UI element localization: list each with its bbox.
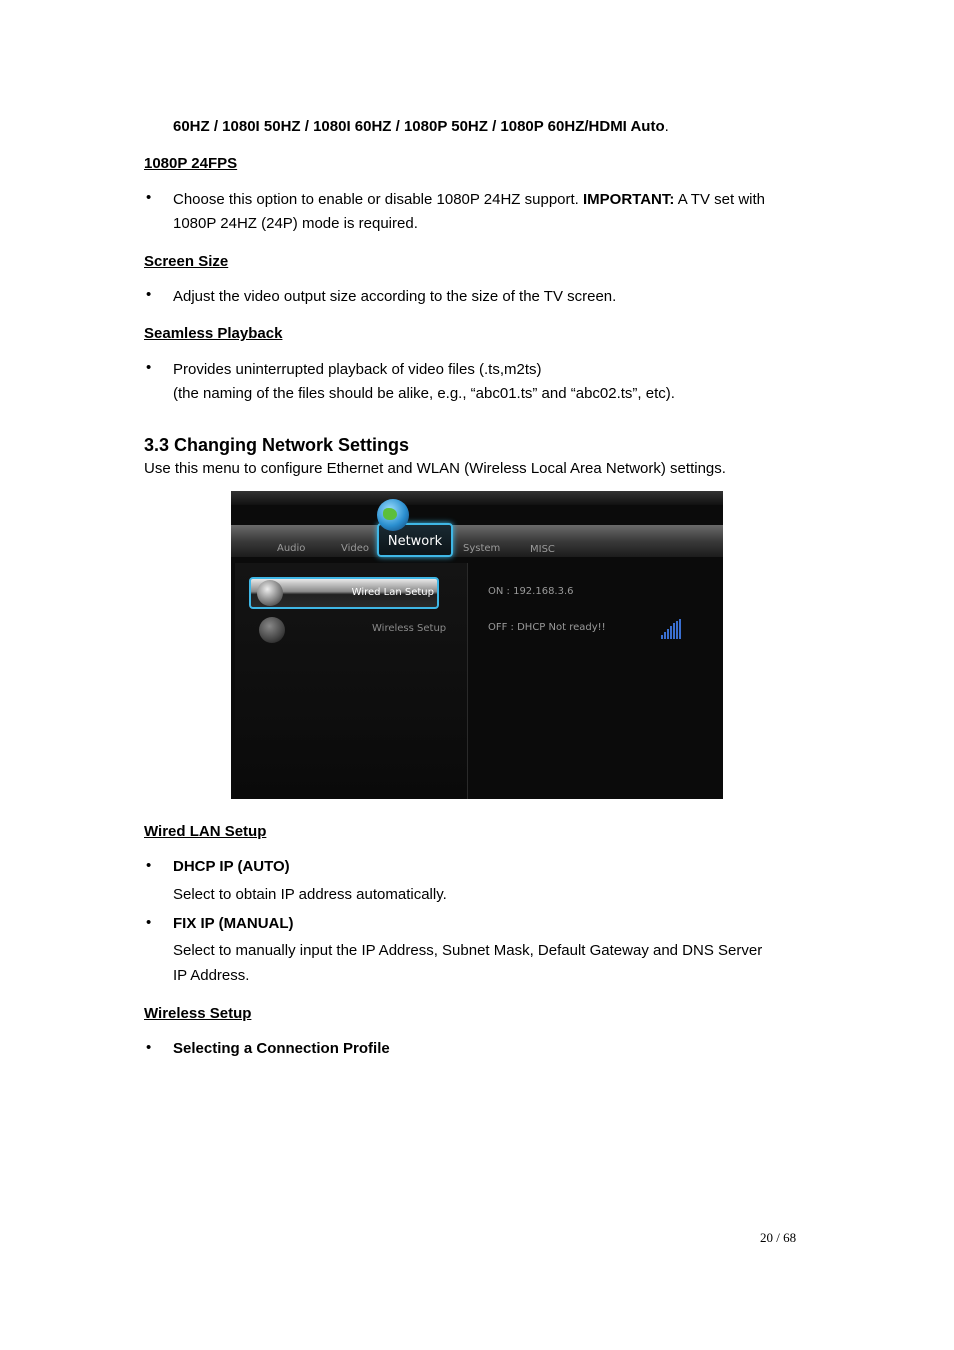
heading-seamless-playback: Seamless Playback <box>144 325 283 342</box>
fps-bullet-line2: 1080P 24HZ (24P) mode is required. <box>173 215 418 232</box>
tab-network-label: Network <box>387 534 443 549</box>
bullet-dot: • <box>146 914 152 931</box>
tab-video[interactable]: Video <box>341 543 370 554</box>
resolution-list: 60HZ / 1080I 50HZ / 1080I 60HZ / 1080P 50HZ / 1080P 60HZ/HDMI Auto <box>173 118 665 135</box>
important-label: IMPORTANT: <box>583 191 675 208</box>
fixip-desc1: Select to manually input the IP Address, Subnet Mask, Default Gateway and DNS Server <box>173 942 763 959</box>
fixip-desc2: IP Address. <box>173 967 250 984</box>
section-title: 3.3 Changing Network Settings <box>144 435 410 455</box>
tab-misc[interactable]: MISC <box>530 544 555 555</box>
fps-bullet-text <box>173 188 765 212</box>
top-strip <box>231 491 723 505</box>
bullet-dot: • <box>146 189 152 206</box>
wireless-item: Selecting a Connection Profile <box>173 1040 390 1057</box>
globe-icon <box>377 499 409 531</box>
tab-audio[interactable]: Audio <box>277 543 306 554</box>
signal-bars-icon <box>661 619 685 639</box>
heading-1080p-24fps: 1080P 24FPS <box>144 155 238 172</box>
bullet-dot: • <box>146 1039 152 1056</box>
seamless-line2: (the naming of the files should be alike, e.g., “abc01.ts” and “abc02.ts”, etc). <box>173 385 675 402</box>
network-menu-screenshot <box>231 491 723 799</box>
section-intro: Use this menu to configure Ethernet and WLAN (Wireless Local Area Network) settings. <box>144 460 726 477</box>
resolution-period: . <box>664 118 669 135</box>
fps-text-1: Choose this option to enable or disable 1080P 24HZ support. <box>173 191 583 208</box>
wireless-icon <box>259 617 285 643</box>
fps-text-2: A TV set with <box>674 191 765 208</box>
dhcp-title: DHCP IP (AUTO) <box>173 858 290 875</box>
menu-item-wireless[interactable]: Wireless Setup <box>372 623 447 634</box>
seamless-line1: Provides uninterrupted playback of video files (.ts,m2ts) <box>173 361 542 378</box>
tab-system[interactable]: System <box>463 543 501 554</box>
bullet-dot: • <box>146 286 152 303</box>
heading-screen-size: Screen Size <box>144 253 229 270</box>
menu-item-wired-lan-label: Wired Lan Setup <box>351 587 434 598</box>
heading-wireless: Wireless Setup <box>144 1005 252 1022</box>
screen-size-text: Adjust the video output size according to the size of the TV screen. <box>173 288 617 305</box>
heading-wired-lan: Wired LAN Setup <box>144 823 267 840</box>
wired-status: ON : 192.168.3.6 <box>488 586 574 597</box>
fixip-title: FIX IP (MANUAL) <box>173 915 294 932</box>
bullet-dot: • <box>146 857 152 874</box>
wireless-status: OFF : DHCP Not ready!! <box>488 622 606 633</box>
resolution-line <box>173 115 669 139</box>
page-number: 20 / 68 <box>760 1230 797 1245</box>
dhcp-desc: Select to obtain IP address automatically. <box>173 886 447 903</box>
wired-lan-icon <box>257 580 283 606</box>
bullet-dot: • <box>146 359 152 376</box>
